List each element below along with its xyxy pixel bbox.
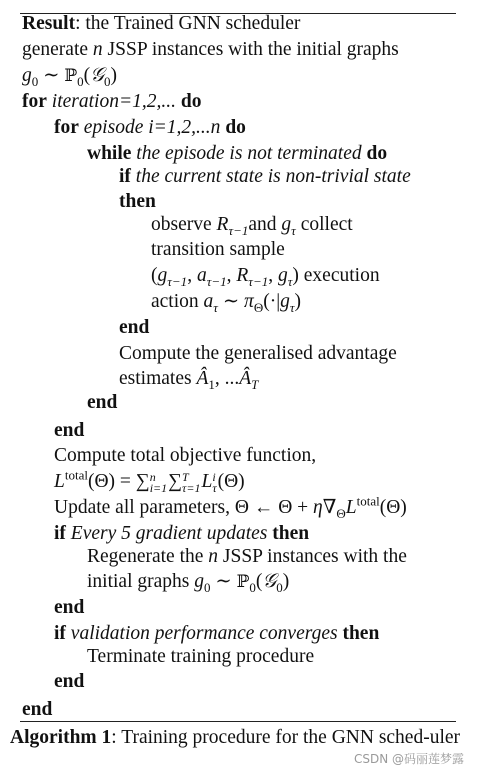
algorithm-bottom-rule [20, 721, 456, 722]
transition-text: transition sample [151, 239, 285, 260]
if-keyword: if [119, 166, 131, 187]
initial-graphs-line [87, 570, 289, 594]
regenerate-line [87, 545, 407, 569]
if-condition: the current state is non-trivial state [130, 166, 411, 187]
theta-argument: (Θ) [379, 497, 407, 518]
G-symbol: 𝒢 [262, 571, 277, 592]
sum-upper-limit: n [149, 469, 156, 484]
end-keyword: end [54, 671, 85, 692]
episode-text: episode i=1,2,...n [78, 117, 221, 138]
end-keyword: end [54, 420, 85, 441]
every-condition: Every 5 gradient updates [65, 523, 268, 544]
compute-gae-line [119, 342, 397, 366]
plus-sign: + [292, 497, 314, 518]
if-keyword: if [54, 623, 66, 644]
g-symbol: g [22, 65, 32, 86]
result-text: : the Trained GNN scheduler [75, 13, 301, 34]
g-symbol: g [280, 291, 290, 312]
and-text: and [248, 214, 282, 235]
L-symbol: L [201, 471, 213, 492]
initial-graphs-text: initial graphs [87, 571, 195, 592]
estimates-line [119, 367, 258, 391]
then-keyword: then [119, 191, 156, 212]
P-symbol: ℙ [236, 572, 250, 592]
result-line [22, 12, 300, 36]
compute-total-line [54, 444, 316, 468]
tau-subscript: τ [287, 273, 293, 289]
action-text: action [151, 291, 204, 312]
left-arrow: ← [248, 497, 279, 518]
a-symbol: a [203, 291, 214, 312]
L-indices [212, 469, 217, 495]
tau-minus-1-subscript: τ−1 [167, 273, 188, 289]
do-keyword: do [220, 117, 246, 138]
ellipsis: , ... [214, 368, 240, 389]
L-symbol: L [345, 497, 357, 518]
total-superscript: total [356, 493, 380, 509]
P-subscript: 0 [249, 579, 256, 595]
collect-text: collect [295, 214, 353, 235]
while-condition: the episode is not terminated [131, 143, 362, 164]
tau-subscript: τ [291, 222, 296, 238]
end-if-every-line [54, 596, 84, 620]
pi-symbol: π [244, 291, 254, 312]
for-keyword: for [22, 91, 47, 112]
paren-open: ( [151, 265, 158, 286]
theta-symbol: Θ [278, 497, 293, 518]
g0-subscript: 0 [203, 579, 211, 595]
end-for-iteration-line [22, 698, 52, 722]
tau-minus-1-subscript: τ−1 [228, 222, 249, 238]
paren-open: ( [255, 571, 263, 592]
end-for-episode-line [54, 419, 84, 443]
then-keyword: then [337, 623, 380, 644]
do-keyword: do [361, 143, 388, 164]
update-line [54, 493, 407, 521]
generate-text: generate [22, 39, 93, 60]
i-superscript: i [212, 469, 216, 484]
transition-line [151, 238, 285, 262]
while-keyword: while [87, 143, 132, 164]
observe-text: observe [151, 214, 217, 235]
iteration-text: iteration=1,2,... [46, 91, 176, 112]
sim-symbol: ∼ [210, 571, 237, 592]
policy-argument: (·| [263, 291, 281, 312]
paren-close: ) [292, 265, 299, 286]
paren-close: ) [282, 571, 290, 592]
G-subscript: 0 [276, 579, 283, 595]
end-if-line [119, 316, 149, 340]
tau-minus-1-subscript: τ−1 [248, 273, 269, 289]
compute-gae-text: Compute the generalised advantage [119, 343, 397, 364]
P-symbol: ℙ [64, 66, 78, 86]
R-symbol: R [236, 265, 249, 286]
paren-open: ( [83, 65, 91, 86]
comma: , [226, 265, 237, 286]
a-symbol: a [196, 265, 207, 286]
watermark: CSDN @码丽莲梦露 [353, 752, 464, 766]
sum-symbol: ∑ [168, 471, 183, 492]
comma: , [268, 265, 278, 286]
sum-upper-limit: T [182, 469, 189, 484]
for-iteration-line [22, 90, 201, 114]
terminate-line [87, 645, 314, 669]
paren-close: ) [294, 291, 302, 312]
G-symbol: 𝒢 [90, 65, 105, 86]
for-episode-line [54, 116, 246, 140]
sum-lower-limit: τ=1 [182, 480, 201, 495]
end-if-validation-line [54, 670, 84, 694]
P-subscript: 0 [77, 73, 84, 89]
caption-text: : Training procedure for the GNN sched-uler [111, 727, 461, 748]
terminate-text: Terminate training procedure [87, 646, 315, 667]
validation-condition: validation performance converges [65, 623, 338, 644]
tau-minus-1-subscript: τ−1 [206, 273, 227, 289]
sum-lower-limit: i=1 [149, 480, 168, 495]
do-keyword: do [175, 91, 202, 112]
sim-symbol: ∼ [38, 65, 65, 86]
nabla-symbol: ∇ [322, 497, 337, 518]
AT-subscript: T [251, 376, 259, 392]
sum-symbol: ∑ [135, 471, 150, 492]
initial-distribution-line [22, 64, 117, 88]
regenerate-text-tail: JSSP instances with the [218, 546, 407, 567]
update-text: Update all parameters, [54, 497, 235, 518]
end-keyword: end [22, 699, 53, 720]
if-keyword: if [54, 523, 66, 544]
n-symbol: n [208, 546, 219, 567]
regenerate-text: Regenerate the [87, 546, 209, 567]
result-keyword: Result [22, 13, 76, 34]
g-symbol: g [277, 265, 288, 286]
theta-argument: (Θ) [87, 471, 116, 492]
theta-subscript: Θ [336, 505, 346, 521]
generate-text-tail: JSSP instances with the initial graphs [102, 39, 399, 60]
equals-sign: = [115, 471, 136, 492]
R-symbol: R [216, 214, 229, 235]
total-superscript: total [64, 467, 88, 483]
g-symbol: g [157, 265, 168, 286]
objective-formula-line [54, 467, 245, 495]
if-every-line [54, 522, 309, 546]
while-line [87, 142, 387, 166]
A1-subscript: 1 [208, 376, 215, 392]
if-state-line [119, 165, 411, 189]
n-symbol: n [92, 39, 103, 60]
end-keyword: end [119, 317, 150, 338]
eta-symbol: η [313, 497, 323, 518]
g0-subscript: 0 [31, 73, 39, 89]
caption-label: Algorithm 1 [10, 727, 112, 748]
algorithm-caption [10, 725, 470, 751]
then-line [119, 190, 156, 214]
sim-symbol: ∼ [217, 291, 245, 312]
tau-subscript: τ [213, 299, 218, 315]
A-hat-symbol: Â [239, 368, 252, 389]
estimates-text: estimates [119, 368, 197, 389]
G-subscript: 0 [104, 73, 111, 89]
g-symbol: g [281, 214, 292, 235]
g-symbol: g [194, 571, 204, 592]
tau-subscript: τ [212, 480, 217, 495]
end-keyword: end [87, 392, 118, 413]
sum-limits [182, 469, 201, 495]
A-hat-symbol: Â [196, 368, 209, 389]
generate-line [22, 38, 399, 62]
end-while-line [87, 391, 117, 415]
action-line [151, 290, 301, 314]
theta-symbol: Θ [234, 497, 249, 518]
theta-subscript: Θ [253, 299, 264, 315]
tuple-line [151, 264, 380, 288]
then-keyword: then [267, 523, 310, 544]
execution-text: execution [298, 265, 380, 286]
L-symbol: L [54, 471, 65, 492]
end-keyword: end [54, 597, 85, 618]
if-validation-line [54, 622, 379, 646]
for-keyword: for [54, 117, 79, 138]
paren-close: ) [110, 65, 118, 86]
sum-limits [149, 469, 168, 495]
theta-argument: (Θ) [217, 471, 245, 492]
compute-total-text: Compute total objective function, [54, 445, 317, 466]
observe-line [151, 213, 353, 237]
tau-subscript: τ [289, 299, 295, 315]
comma: , [187, 265, 197, 286]
